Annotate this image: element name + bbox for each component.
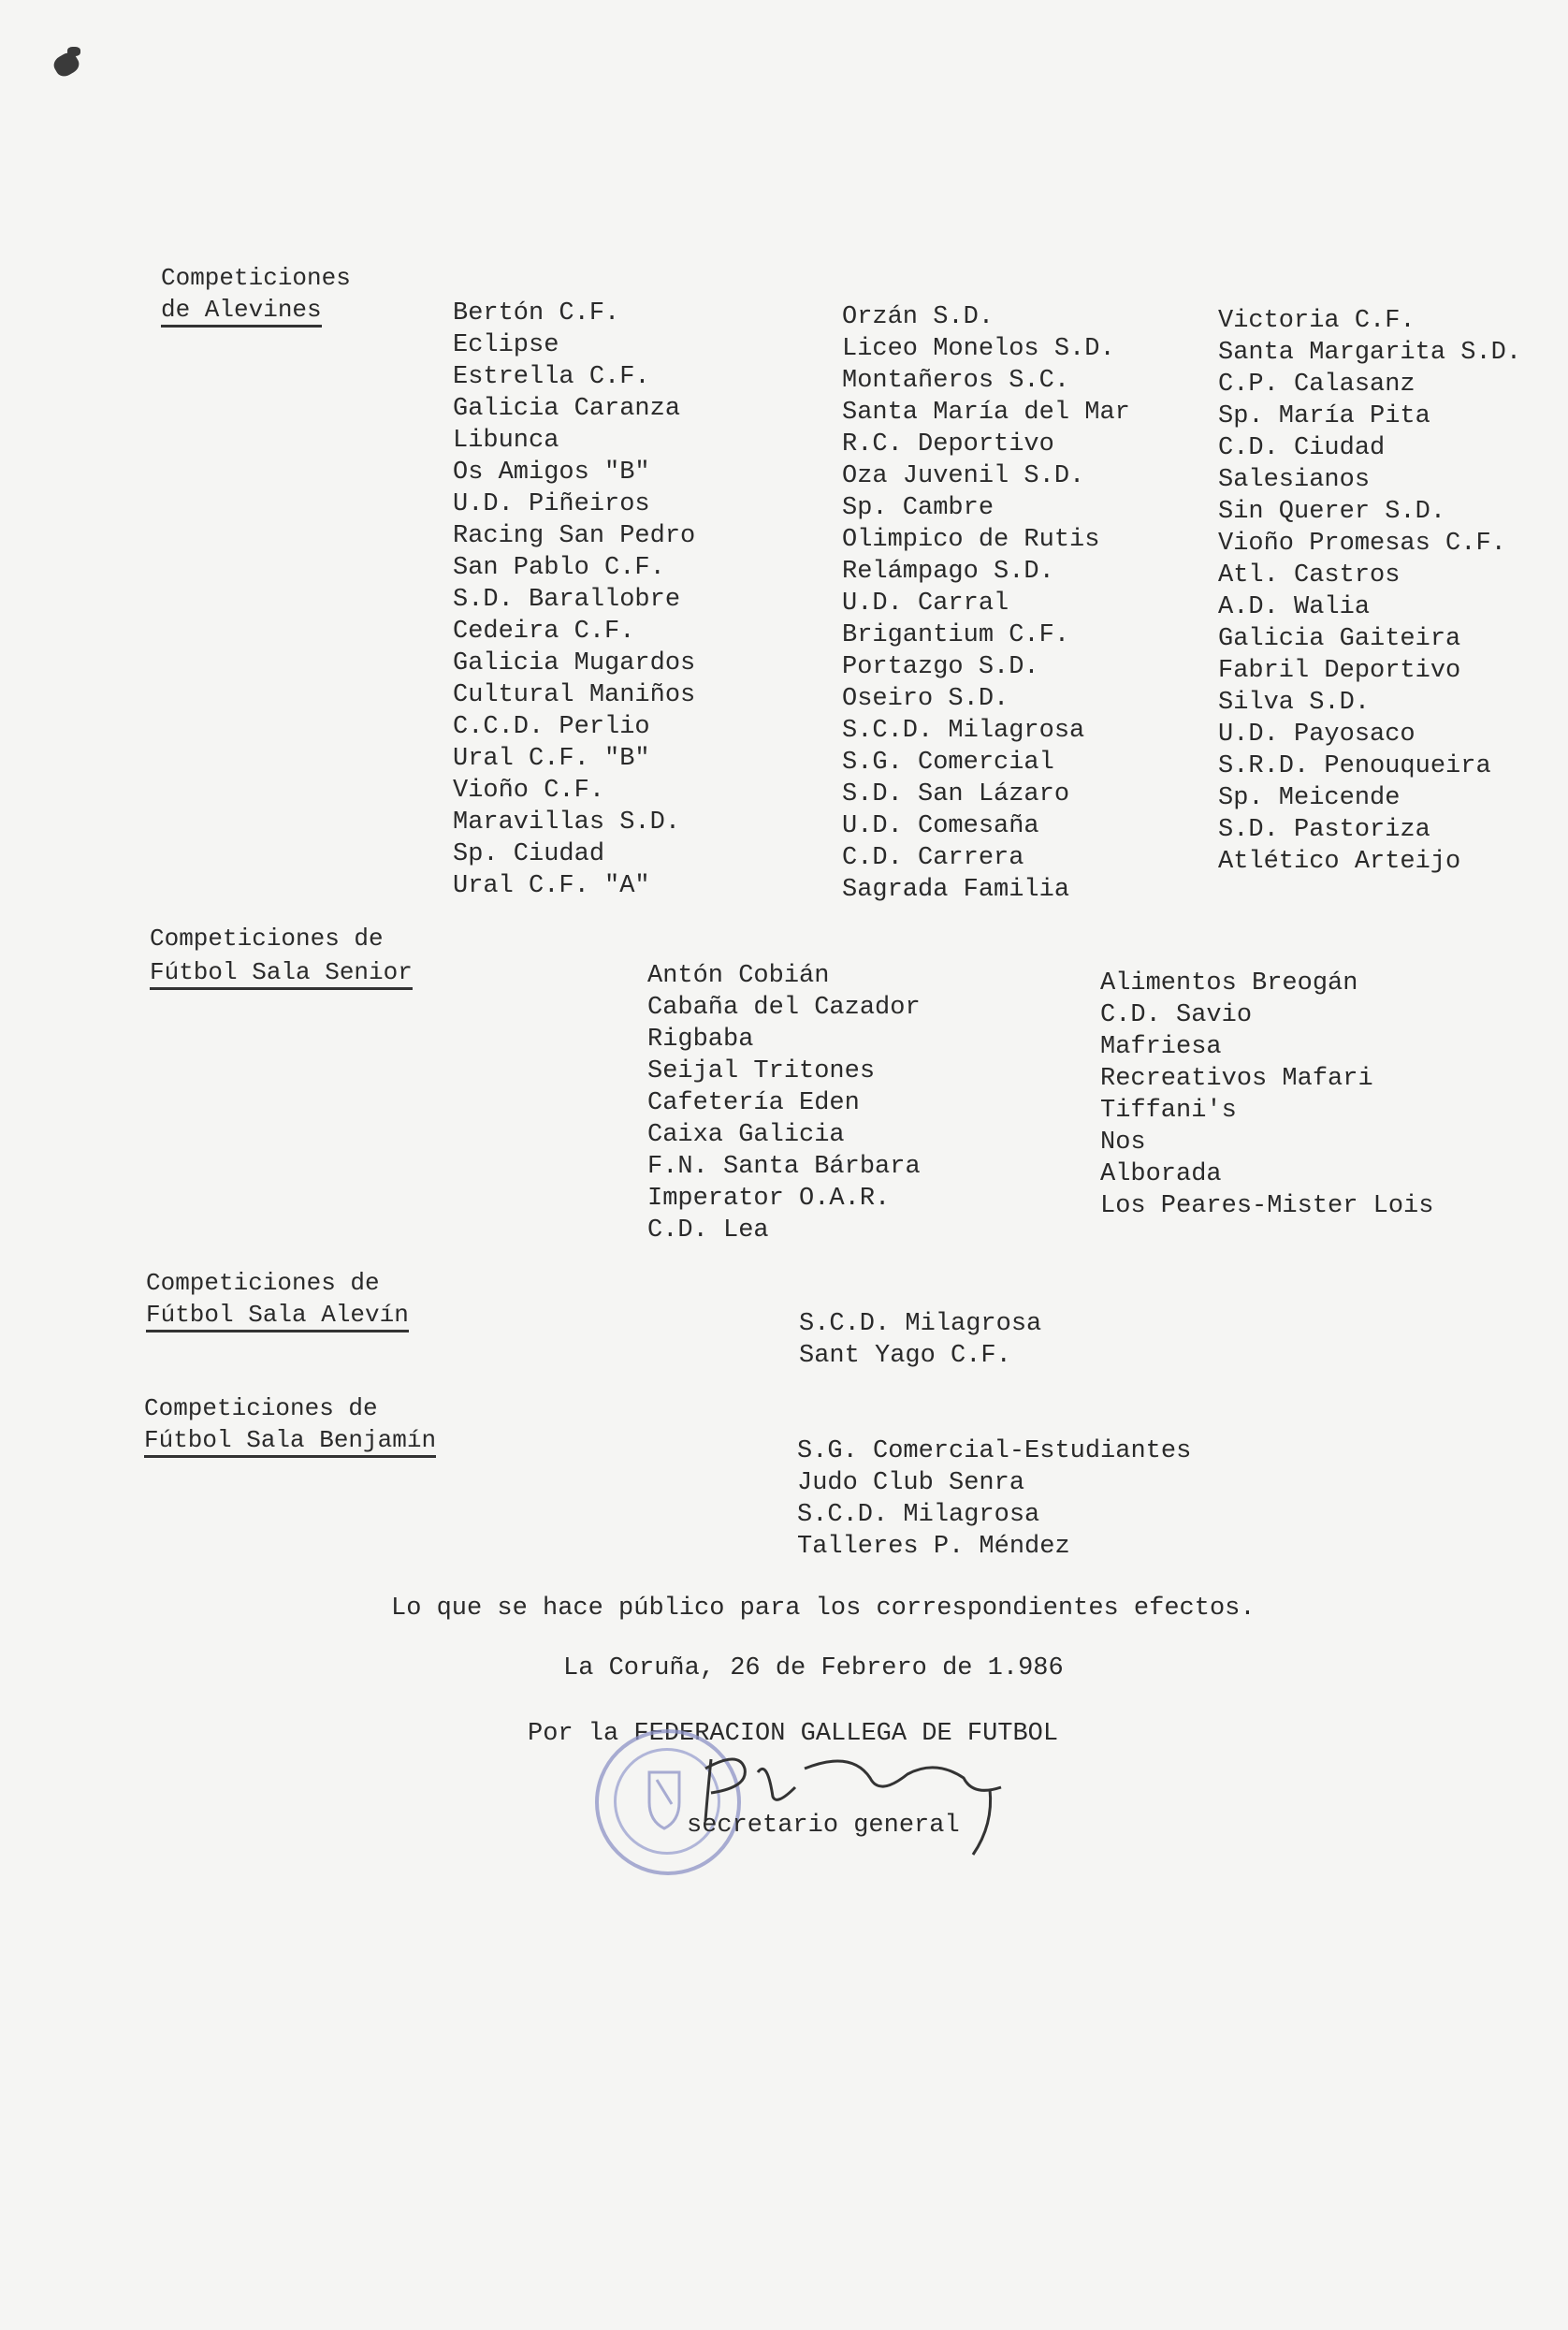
list-item: C.D. Carrera: [842, 844, 1024, 872]
list-item: Ural C.F. "B": [453, 745, 650, 773]
list-item: Estrella C.F.: [453, 363, 650, 391]
list-item: Orzán S.D.: [842, 303, 995, 331]
list-item: C.D. Ciudad: [1218, 434, 1386, 462]
sala-benjamin-header-line2: [144, 1424, 436, 1456]
public-notice: Lo que se hace público para los correspondientes efectos.: [391, 1595, 1256, 1623]
list-item: S.C.D. Milagrosa: [842, 717, 1085, 745]
list-item: Imperator O.A.R.: [647, 1185, 891, 1213]
list-item: Santa Margarita S.D.: [1218, 339, 1522, 367]
signed-by: Por la FEDERACION GALLEGA DE FUTBOL: [528, 1720, 1059, 1748]
list-item: Maravillas S.D.: [453, 808, 681, 837]
list-item: Ural C.F. "A": [453, 872, 650, 900]
secretary-role: secretario general: [687, 1812, 960, 1840]
alevines-column-3: [1218, 305, 1521, 878]
list-item: Brigantium C.F.: [842, 621, 1070, 649]
list-item: Bertón C.F.: [453, 299, 620, 328]
list-item: S.D. Pastoriza: [1218, 816, 1430, 844]
sala-alevin-header-line2: [146, 1299, 409, 1331]
list-item: Sp. Cambre: [842, 494, 995, 522]
list-item: S.G. Comercial: [842, 749, 1054, 777]
list-item: S.D. Barallobre: [453, 586, 681, 614]
list-item: Cabaña del Cazador: [647, 994, 921, 1022]
list-item: U.D. Piñeiros: [453, 490, 650, 518]
list-item: Salesianos: [1218, 466, 1371, 494]
list-item: Cedeira C.F.: [453, 618, 635, 646]
list-item: Caixa Galicia: [647, 1121, 845, 1149]
list-item: Racing San Pedro: [453, 522, 696, 550]
list-item: Judo Club Senra: [797, 1469, 1025, 1497]
list-item: A.D. Walia: [1218, 593, 1371, 621]
list-item: Galicia Gaiteira: [1218, 625, 1461, 653]
list-item: Galicia Caranza: [453, 395, 681, 423]
sala-senior-header-line1: Competiciones de: [150, 925, 384, 953]
sala-senior-column-2: [1100, 968, 1433, 1222]
list-item: U.D. Carral: [842, 590, 1009, 618]
place-date: La Coruña, 26 de Febrero de 1.986: [563, 1654, 1064, 1682]
list-item: Seijal Tritones: [647, 1057, 876, 1085]
list-item: Libunca: [453, 427, 559, 455]
sala-benjamin-header-underlined: Fútbol Sala Benjamín: [144, 1426, 436, 1458]
list-item: U.D. Comesaña: [842, 812, 1039, 840]
list-item: Silva S.D.: [1218, 689, 1371, 717]
list-item: Eclipse: [453, 331, 559, 359]
sala-senior-column-1: [647, 960, 921, 1246]
list-item: Sant Yago C.F.: [799, 1342, 1011, 1370]
list-item: Relámpago S.D.: [842, 558, 1054, 586]
list-item: U.D. Payosaco: [1218, 721, 1416, 749]
list-item: Mafriesa: [1100, 1033, 1222, 1061]
list-item: Talleres P. Méndez: [797, 1533, 1070, 1561]
list-item: Montañeros S.C.: [842, 367, 1070, 395]
ink-smudge: [67, 47, 80, 56]
list-item: S.R.D. Penouqueira: [1218, 752, 1491, 780]
list-item: Cafetería Eden: [647, 1089, 860, 1117]
list-item: Oza Juvenil S.D.: [842, 462, 1085, 490]
list-item: C.D. Lea: [647, 1216, 769, 1245]
list-item: Rigbaba: [647, 1026, 754, 1054]
list-item: S.G. Comercial-Estudiantes: [797, 1437, 1192, 1465]
list-item: Sin Querer S.D.: [1218, 498, 1446, 526]
list-item: Oseiro S.D.: [842, 685, 1009, 713]
alevines-column-1: [453, 298, 695, 902]
alevines-header-underlined: de Alevines: [161, 296, 322, 328]
sala-senior-header-underlined: Fútbol Sala Senior: [150, 958, 413, 990]
alevines-column-2: [842, 301, 1130, 906]
list-item: Victoria C.F.: [1218, 307, 1416, 335]
list-item: Atlético Arteijo: [1218, 848, 1461, 876]
handwritten-signature: [692, 1740, 1010, 1862]
list-item: Alborada: [1100, 1160, 1222, 1188]
alevines-header-line2: [161, 294, 322, 326]
list-item: Sp. María Pita: [1218, 402, 1430, 430]
list-item: Sp. Meicende: [1218, 784, 1401, 812]
list-item: S.C.D. Milagrosa: [799, 1310, 1042, 1338]
list-item: Galicia Mugardos: [453, 649, 696, 677]
list-item: Os Amigos "B": [453, 459, 650, 487]
list-item: Santa María del Mar: [842, 399, 1130, 427]
list-item: R.C. Deportivo: [842, 430, 1054, 459]
alevines-header-line1: Competiciones: [161, 264, 351, 292]
list-item: C.C.D. Perlio: [453, 713, 650, 741]
list-item: Los Peares-Mister Lois: [1100, 1192, 1434, 1220]
list-item: Liceo Monelos S.D.: [842, 335, 1115, 363]
sala-benjamin-list: [797, 1435, 1191, 1563]
list-item: Recreativos Mafari: [1100, 1065, 1373, 1093]
list-item: C.D. Savio: [1100, 1001, 1253, 1029]
sala-senior-header-line2: [150, 956, 413, 988]
sala-alevin-header-line1: Competiciones de: [146, 1269, 380, 1297]
list-item: Sp. Ciudad: [453, 840, 605, 868]
list-item: Atl. Castros: [1218, 561, 1401, 590]
list-item: Cultural Maniños: [453, 681, 696, 709]
list-item: Antón Cobián: [647, 962, 830, 990]
list-item: Tiffani's: [1100, 1097, 1237, 1125]
list-item: Alimentos Breogán: [1100, 969, 1358, 998]
list-item: S.D. San Lázaro: [842, 780, 1070, 808]
list-item: Fabril Deportivo: [1218, 657, 1461, 685]
sala-alevin-header-underlined: Fútbol Sala Alevín: [146, 1301, 409, 1332]
list-item: Sagrada Familia: [842, 876, 1070, 904]
list-item: Nos: [1100, 1129, 1146, 1157]
sala-benjamin-header-line1: Competiciones de: [144, 1394, 378, 1422]
sala-alevin-list: [799, 1308, 1041, 1372]
list-item: Portazgo S.D.: [842, 653, 1039, 681]
list-item: Vioño C.F.: [453, 777, 605, 805]
list-item: San Pablo C.F.: [453, 554, 665, 582]
list-item: S.C.D. Milagrosa: [797, 1501, 1040, 1529]
list-item: Vioño Promesas C.F.: [1218, 530, 1506, 558]
list-item: Olimpico de Rutis: [842, 526, 1100, 554]
list-item: C.P. Calasanz: [1218, 371, 1416, 399]
list-item: F.N. Santa Bárbara: [647, 1153, 921, 1181]
